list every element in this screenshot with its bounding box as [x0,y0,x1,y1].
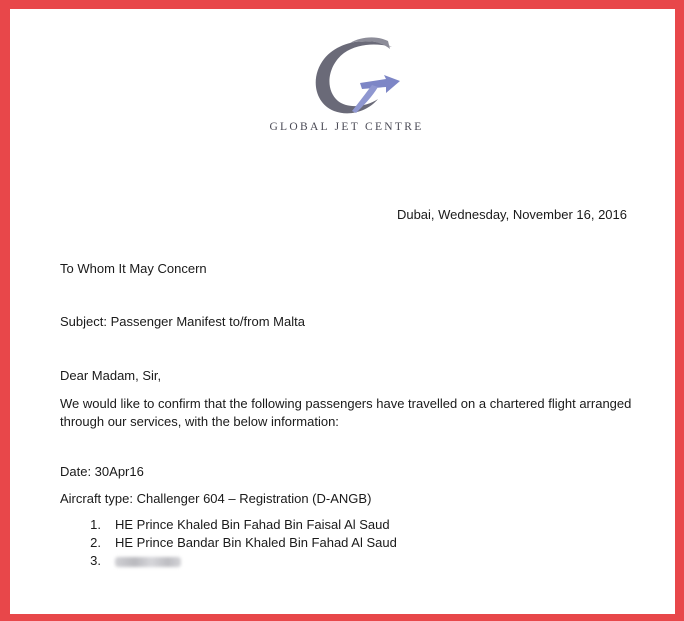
passenger-number: 1. [90,517,101,532]
salutation: Dear Madam, Sir, [60,368,162,383]
letter-dateline: Dubai, Wednesday, November 16, 2016 [396,207,627,222]
global-jet-centre-logo-icon [300,33,410,121]
passenger-name: HE Prince Khaled Bin Fahad Bin Faisal Al Saud [115,517,390,532]
passenger-item [60,517,397,535]
passenger-number: 2. [90,535,101,550]
passenger-number: 3. [90,553,101,568]
addressee: To Whom It May Concern [60,261,207,276]
passenger-name: HE Prince Bandar Bin Khaled Bin Fahad Al Saud [115,535,397,550]
aircraft-info: Aircraft type: Challenger 604 – Registration (D-ANGB) [60,491,372,506]
letter-page [10,9,675,614]
passenger-item [60,535,397,553]
redacted-passenger-name [115,557,181,567]
subject-line: Subject: Passenger Manifest to/from Malta [60,314,305,329]
passenger-list [60,517,397,571]
company-name: GLOBAL JET CENTRE [269,121,424,133]
body-paragraph: We would like to confirm that the following passengers have travelled on a chartered flight arranged through our services, with the below information: [60,396,632,429]
passenger-item [60,553,397,571]
flight-date: Date: 30Apr16 [60,464,144,479]
